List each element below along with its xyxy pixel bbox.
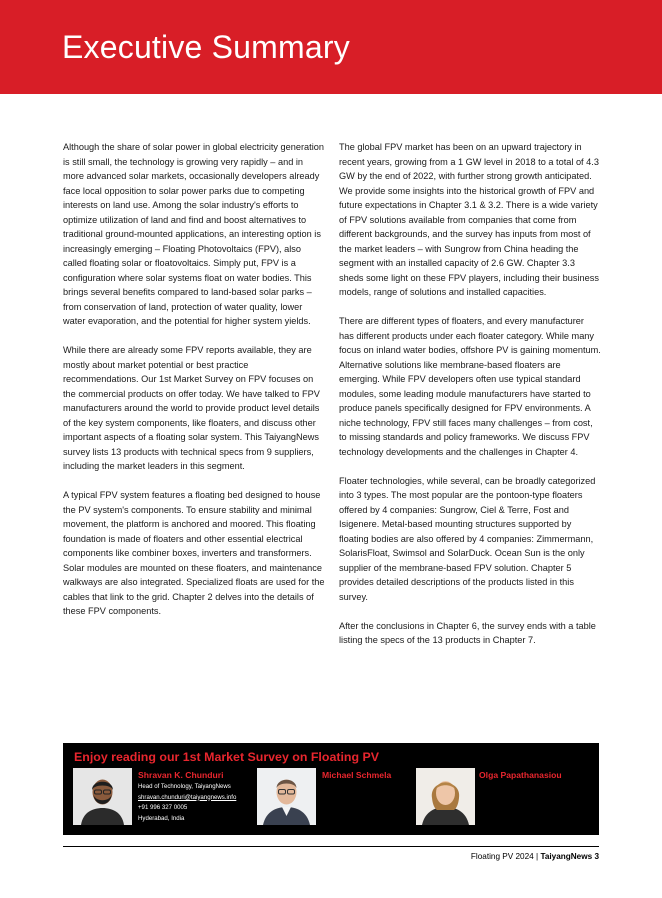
author-photo-shravan xyxy=(73,768,132,825)
portrait-icon xyxy=(257,768,316,825)
paragraph: While there are already some FPV reports available, they are mostly about market potential or best practice recommendations. Our 1st Market Survey on FPV focuses on the commercial products on offer today. We have talked to FPV manufacturers around the world to provide product level details of the key system components, like floaters, and discuss other important aspects of a floating solar system. This TaiyangNews survey lists 13 products with technical specs from 9 suppliers, including the market leaders in this segment. xyxy=(63,345,320,471)
author-photo-olga xyxy=(416,768,475,825)
left-column xyxy=(63,140,325,633)
author-location: Hyderabad, India xyxy=(138,814,185,822)
page-title: Executive Summary xyxy=(62,29,350,65)
author-role: Head of Technology, TaiyangNews xyxy=(138,783,231,790)
footer-divider xyxy=(63,846,599,847)
paragraph: Floater technologies, while several, can be broadly categorized into 3 types. The most popular are the pontoon-type floaters offered by 4 companies: Sungrow, Ciel & Terre, Fost and Isigenere. Metal-based mounting structures supported by floating bodies are also offered by 4 companies: Zimmermann, SolarisFloat, Swimsol and SolarDuck. Ocean Sun is the only supplier of the membrane-based FPV solution. Chapter 5 provides detailed descriptions of the products listed in this survey. xyxy=(339,475,596,602)
footer-brand: TaiyangNews xyxy=(540,852,593,861)
footer-report: Floating PV 2024 xyxy=(470,852,534,861)
authors-box-title: Enjoy reading our 1st Market Survey on Floating PV xyxy=(74,750,380,764)
author-name: Olga Papathanasiou xyxy=(479,770,562,780)
author-name: Shravan K. Chunduri xyxy=(138,770,224,780)
footer-separator: | xyxy=(536,852,539,861)
paragraph: After the conclusions in Chapter 6, the survey ends with a table listing the specs of the 13 products in Chapter 7. xyxy=(339,620,596,645)
portrait-icon xyxy=(416,768,475,825)
paragraph: There are different types of floaters, and every manufacturer has different products under each floater category. While many focus on inland water bodies, offshore PV is gaining momentum. Alternative solutions like membrane-based floaters are emerging. While FPV developers often use typical standard modules, some leading module manufacturers have started to produce panels specifically designed for FPV environments. A niche technology, FPV still faces many challenges – from cost, to missing standards and policy frameworks. We discuss FPV technology developments and the challenges in Chapter 4. xyxy=(339,316,601,457)
right-column xyxy=(339,140,601,662)
author-name: Michael Schmela xyxy=(322,770,392,780)
paragraph: Although the share of solar power in global electricity generation is still small, the technology is growing very rapidly – and in more advanced solar markets, occasionally developers already face local opposition to solar power parks due to competing interests on land use. Among the solar industry's efforts to optimize utilization of land and find and boost alternatives to traditional ground-mounted applications, an interesting option is increasingly emerging – Floating Photovoltaics (FPV), also called floating solar or floatovoltaics. Simply put, FPV is a configuration where solar systems float on water bodies. This brings several benefits compared to land-based solar parks – from conservation of land, protection of water quality, lower water evaporation, and the potential for higher system yields. xyxy=(63,142,324,326)
header-banner xyxy=(0,0,662,94)
author-email-link[interactable]: shravan.chunduri@taiyangnews.info xyxy=(138,793,237,801)
author-details xyxy=(138,782,236,824)
portrait-icon xyxy=(73,768,132,825)
page-number: 3 xyxy=(594,852,599,861)
author-phone: +91 996 327 0005 xyxy=(138,804,188,811)
paragraph: The global FPV market has been on an upward trajectory in recent years, growing from a 1 GW level in 2018 to a total of 4.3 GW by the end of 2022, with further strong growth anticipated. We provide some insights into the historical growth of FPV and future expectations in Chapter 3.1 & 3.2. There is a wide variety of FPV solutions available from companies that come from different backgrounds, and the survey has inputs from most of the market leaders – with Sungrow from China heading the segment with an installed capacity of 2.6 GW. Chapter 3.3 sheds some light on these FPV players, including their business models, range of solutions and installed capacities. xyxy=(339,142,599,297)
footer xyxy=(471,851,599,862)
author-photo-michael xyxy=(257,768,316,825)
paragraph: A typical FPV system features a floating bed designed to house the PV system's components. To ensure stability and minimal movement, the platform is anchored and moored. This floating foundation is made of floaters and other essential electrical components like combiner boxes, inverters and transformers. Solar modules are mounted on these floaters, and maintenance walkways are also integrated. Specialized floats are used for the cables that link to the grid. Chapter 2 delves into the details of these FPV components. xyxy=(63,490,325,616)
authors-box xyxy=(63,743,599,835)
